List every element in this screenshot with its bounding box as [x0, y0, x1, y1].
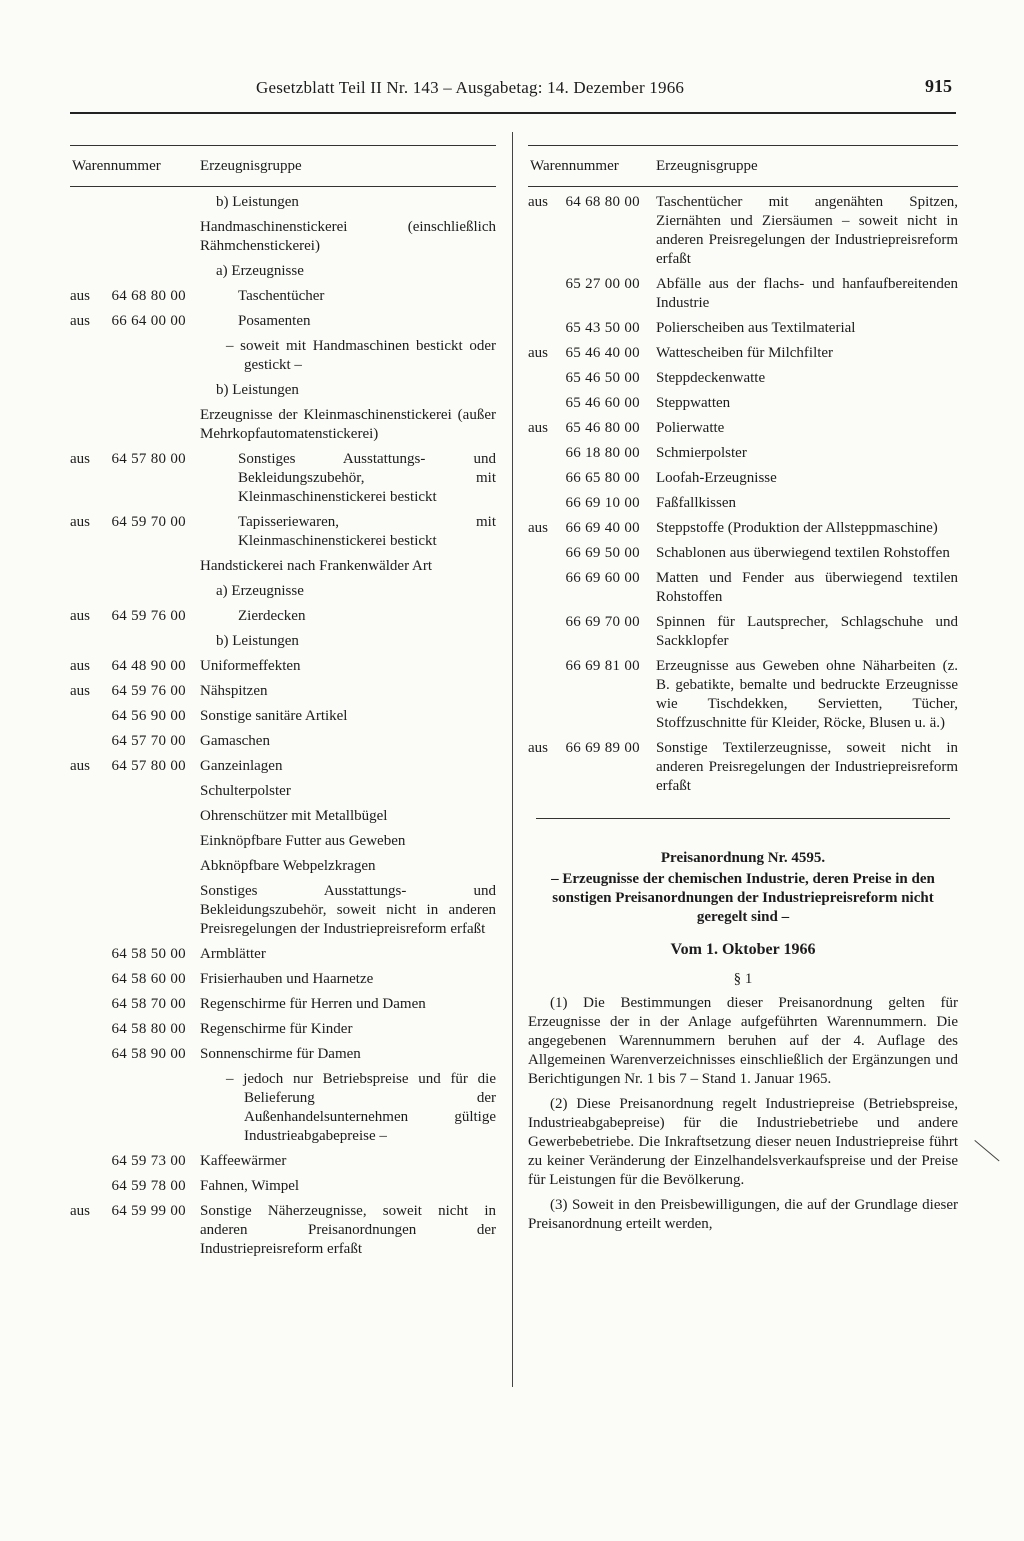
warennummer: 66 69 70 00	[565, 614, 640, 630]
erzeugnisgruppe: a) Erzeugnisse	[216, 583, 304, 599]
erzeugnisgruppe: b) Leistungen	[216, 633, 299, 649]
erzeugnisgruppe: Tapisseriewaren, mit Kleinmaschinenstickerei bestickt	[238, 514, 496, 549]
left-table-body	[70, 193, 496, 1259]
warennummer: 64 58 90 00	[111, 1046, 186, 1062]
left-group-header: Erzeugnisgruppe	[200, 158, 302, 174]
erzeugnisgruppe: Sonstiges Ausstattungs- und Bekleidungszubehör, soweit nicht in anderen Preisregelungen der Industriepreisreform erfaßt	[200, 883, 496, 937]
erzeugnisgruppe: Taschentücher	[238, 288, 325, 304]
warennummer: 65 46 80 00	[565, 420, 640, 436]
table-row	[70, 657, 496, 676]
aus-marker: aus	[528, 420, 548, 436]
table-row	[70, 970, 496, 989]
erzeugnisgruppe: Regenschirme für Herren und Damen	[200, 996, 426, 1012]
table-row	[528, 519, 958, 538]
erzeugnisgruppe: Schulterpolster	[200, 783, 291, 799]
erzeugnisgruppe: – soweit mit Handmaschinen bestickt oder gestickt –	[226, 338, 496, 373]
right-table-header	[528, 145, 958, 187]
table-row	[70, 707, 496, 726]
warennummer: 64 58 60 00	[111, 971, 186, 987]
aus-marker: aus	[528, 345, 548, 361]
erzeugnisgruppe: Kaffeewärmer	[200, 1153, 287, 1169]
left-table-header	[70, 145, 496, 187]
erzeugnisgruppe: Loofah-Erzeugnisse	[656, 470, 777, 486]
table-row	[528, 494, 958, 513]
erzeugnisgruppe: Sonnenschirme für Damen	[200, 1046, 361, 1062]
table-row	[70, 381, 496, 400]
right-column	[528, 145, 958, 1234]
table-row	[528, 419, 958, 438]
erzeugnisgruppe: Sonstige sanitäre Artikel	[200, 708, 348, 724]
erzeugnisgruppe: Schablonen aus überwiegend textilen Rohstoffen	[656, 545, 950, 561]
table-row	[70, 995, 496, 1014]
table-row	[70, 757, 496, 776]
table-row	[70, 1202, 496, 1259]
warennummer: 65 46 40 00	[565, 345, 640, 361]
erzeugnisgruppe: Posamenten	[238, 313, 311, 329]
warennummer: 64 48 90 00	[111, 658, 186, 674]
table-row	[70, 882, 496, 939]
table-row	[70, 312, 496, 331]
warennummer: 65 43 50 00	[565, 320, 640, 336]
erzeugnisgruppe: Erzeugnisse aus Geweben ohne Näharbeiten (z. B. gebatikte, bemalte und bedruckte Erzeugnisse wie Tischdekken, Servietten, Tücher, Stoffzuschnitte für Kleider, Röcke, Blusen u. ä.)	[656, 658, 958, 731]
left-column	[70, 145, 496, 1259]
table-row	[528, 569, 958, 607]
aus-marker: aus	[528, 520, 548, 536]
table-row	[70, 582, 496, 601]
erzeugnisgruppe: Einknöpfbare Futter aus Geweben	[200, 833, 406, 849]
warennummer: 66 64 00 00	[111, 313, 186, 329]
warennummer: 66 69 50 00	[565, 545, 640, 561]
page-number: 915	[925, 76, 952, 96]
aus-marker: aus	[70, 313, 90, 329]
decree-title: Preisanordnung Nr. 4595.	[660, 850, 826, 866]
table-row	[70, 218, 496, 256]
warennummer: 66 69 81 00	[565, 658, 640, 674]
erzeugnisgruppe: Abknöpfbare Webpelzkragen	[200, 858, 376, 874]
table-row	[70, 732, 496, 751]
erzeugnisgruppe: Fahnen, Wimpel	[200, 1178, 300, 1194]
erzeugnisgruppe: Ohrenschützer mit Metallbügel	[200, 808, 388, 824]
warennummer: 66 69 89 00	[565, 740, 640, 756]
erzeugnisgruppe: Matten und Fender aus überwiegend textilen Rohstoffen	[656, 570, 958, 605]
erzeugnisgruppe: b) Leistungen	[216, 382, 299, 398]
warennummer: 64 59 78 00	[111, 1178, 186, 1194]
table-row	[70, 1070, 496, 1146]
decree-paragraph: (2) Diese Preisanordnung regelt Industriepreise (Betriebspreise, Industrieabgabepreise) für die Industriebetriebe und andere Gewerbebetriebe. Die Inkraftsetzung dieser neuen Industriepreise führt zu keiner Veränderung der Einzelhandelsverkaufspreise und der Preise für Leistungen für die Bevölkerung.	[528, 1096, 958, 1188]
aus-marker: aus	[70, 683, 90, 699]
erzeugnisgruppe: Handmaschinenstickerei (einschließlich Rähmchenstickerei)	[200, 219, 496, 254]
erzeugnisgruppe: b) Leistungen	[216, 194, 299, 210]
erzeugnisgruppe: Polierscheiben aus Textilmaterial	[656, 320, 856, 336]
erzeugnisgruppe: Taschentücher mit angenähten Spitzen, Ziernähten und Ziersäumen – soweit nicht in anderen Preisregelungen der Industriepreisreform erfaßt	[656, 194, 958, 267]
warennummer: 65 46 50 00	[565, 370, 640, 386]
warennummer: 64 58 50 00	[111, 946, 186, 962]
erzeugnisgruppe: Steppstoffe (Produktion der Allsteppmaschine)	[656, 520, 938, 536]
warennummer: 66 69 40 00	[565, 520, 640, 536]
warennummer: 64 57 80 00	[111, 451, 186, 467]
table-row	[528, 469, 958, 488]
erzeugnisgruppe: Spinnen für Lautsprecher, Schlagschuhe und Sackklopfer	[656, 614, 958, 649]
section-separator	[536, 818, 950, 819]
table-row	[70, 287, 496, 306]
table-row	[70, 945, 496, 964]
warennummer: 65 27 00 00	[565, 276, 640, 292]
table-row	[70, 607, 496, 626]
table-row	[70, 193, 496, 212]
table-row	[70, 450, 496, 507]
erzeugnisgruppe: Faßfallkissen	[656, 495, 736, 511]
table-row	[70, 782, 496, 801]
erzeugnisgruppe: Sonstiges Ausstattungs- und Bekleidungszubehör, mit Kleinmaschinenstickerei bestickt	[238, 451, 496, 505]
header-title: Gesetzblatt Teil II Nr. 143 – Ausgabetag: 14. Dezember 1966	[256, 78, 685, 97]
warennummer: 64 57 80 00	[111, 758, 186, 774]
table-row	[528, 193, 958, 269]
warennummer: 64 59 70 00	[111, 514, 186, 530]
header-rule	[70, 112, 956, 114]
table-row	[528, 369, 958, 388]
warennummer: 66 18 80 00	[565, 445, 640, 461]
table-row	[70, 832, 496, 851]
table-row	[528, 394, 958, 413]
warennummer: 64 56 90 00	[111, 708, 186, 724]
warennummer: 64 57 70 00	[111, 733, 186, 749]
table-row	[70, 1045, 496, 1064]
erzeugnisgruppe: Schmierpolster	[656, 445, 747, 461]
right-group-header: Erzeugnisgruppe	[656, 158, 758, 174]
erzeugnisgruppe: Steppwatten	[656, 395, 731, 411]
warennummer: 64 59 76 00	[111, 683, 186, 699]
column-divider	[512, 132, 513, 1387]
table-row	[70, 682, 496, 701]
aus-marker: aus	[70, 608, 90, 624]
aus-marker: aus	[528, 740, 548, 756]
erzeugnisgruppe: Handstickerei nach Frankenwälder Art	[200, 558, 432, 574]
table-row	[528, 739, 958, 796]
erzeugnisgruppe: Erzeugnisse der Kleinmaschinenstickerei (außer Mehrkopfautomatenstickerei)	[200, 407, 496, 442]
table-row	[528, 657, 958, 733]
erzeugnisgruppe: Gamaschen	[200, 733, 270, 749]
decree-paragraph: (3) Soweit in den Preisbewilligungen, die auf der Grundlage dieser Preisanordnung erteilt werden,	[528, 1197, 958, 1232]
right-table-body	[528, 193, 958, 796]
erzeugnisgruppe: Zierdecken	[238, 608, 306, 624]
table-row	[70, 1152, 496, 1171]
aus-marker: aus	[70, 1203, 90, 1219]
aus-marker: aus	[70, 758, 90, 774]
erzeugnisgruppe: Sonstige Textilerzeugnisse, soweit nicht in anderen Preisregelungen der Industriepreisreform erfaßt	[656, 740, 958, 794]
warennummer: 64 58 80 00	[111, 1021, 186, 1037]
erzeugnisgruppe: Uniformeffekten	[200, 658, 301, 674]
aus-marker: aus	[528, 194, 548, 210]
erzeugnisgruppe: Regenschirme für Kinder	[200, 1021, 353, 1037]
table-row	[70, 857, 496, 876]
decree-subtitle: – Erzeugnisse der chemischen Industrie, deren Preise in den sonstigen Preisanordnungen der Industriepreisreform nicht geregelt sind –	[551, 871, 935, 925]
table-row	[70, 406, 496, 444]
table-row	[528, 444, 958, 463]
right-code-header: Warennummer	[530, 158, 619, 174]
table-row	[70, 1020, 496, 1039]
aus-marker: aus	[70, 514, 90, 530]
erzeugnisgruppe: Sonstige Näherzeugnisse, soweit nicht in anderen Preisanordnungen der Industriepreisreform erfaßt	[200, 1203, 496, 1257]
erzeugnisgruppe: a) Erzeugnisse	[216, 263, 304, 279]
aus-marker: aus	[70, 451, 90, 467]
table-row	[70, 337, 496, 375]
warennummer: 64 58 70 00	[111, 996, 186, 1012]
page-header	[70, 78, 956, 102]
warennummer: 66 65 80 00	[565, 470, 640, 486]
table-row	[528, 319, 958, 338]
erzeugnisgruppe: – jedoch nur Betriebspreise und für die Belieferung der Außenhandelsunternehmen gültige Industrieabgabepreise –	[226, 1071, 496, 1144]
warennummer: 64 68 80 00	[565, 194, 640, 210]
erzeugnisgruppe: Frisierhauben und Haarnetze	[200, 971, 374, 987]
erzeugnisgruppe: Steppdeckenwatte	[656, 370, 766, 386]
decree-paragraph: (1) Die Bestimmungen dieser Preisanordnung gelten für Erzeugnisse der in der Anlage aufgeführten Warennummern. Die angegebenen Warennummern beruhen auf der 4. Auflage des Allgemeinen Warenverzeichnisses einschließlich der Ergänzungen und Berichtigungen Nr. 1 bis 7 – Stand 1. Januar 1965.	[528, 995, 958, 1087]
warennummer: 66 69 10 00	[565, 495, 640, 511]
table-row	[528, 613, 958, 651]
erzeugnisgruppe: Nähspitzen	[200, 683, 268, 699]
table-row	[528, 344, 958, 363]
margin-mark	[974, 1140, 999, 1161]
table-row	[528, 275, 958, 313]
section-sign: § 1	[733, 971, 753, 987]
warennummer: 64 68 80 00	[111, 288, 186, 304]
erzeugnisgruppe: Armblätter	[200, 946, 266, 962]
table-row	[528, 544, 958, 563]
left-code-header: Warennummer	[72, 158, 161, 174]
aus-marker: aus	[70, 288, 90, 304]
erzeugnisgruppe: Polierwatte	[656, 420, 725, 436]
erzeugnisgruppe: Wattescheiben für Milchfilter	[656, 345, 834, 361]
warennummer: 64 59 99 00	[111, 1203, 186, 1219]
table-row	[70, 513, 496, 551]
warennummer: 66 69 60 00	[565, 570, 640, 586]
warennummer: 64 59 76 00	[111, 608, 186, 624]
erzeugnisgruppe: Ganzeinlagen	[200, 758, 283, 774]
table-row	[70, 632, 496, 651]
table-row	[70, 1177, 496, 1196]
erzeugnisgruppe: Abfälle aus der flachs- und hanfaufbereitenden Industrie	[656, 276, 958, 311]
warennummer: 65 46 60 00	[565, 395, 640, 411]
decree-date: Vom 1. Oktober 1966	[670, 941, 816, 958]
table-row	[70, 557, 496, 576]
table-row	[70, 807, 496, 826]
aus-marker: aus	[70, 658, 90, 674]
warennummer: 64 59 73 00	[111, 1153, 186, 1169]
table-row	[70, 262, 496, 281]
